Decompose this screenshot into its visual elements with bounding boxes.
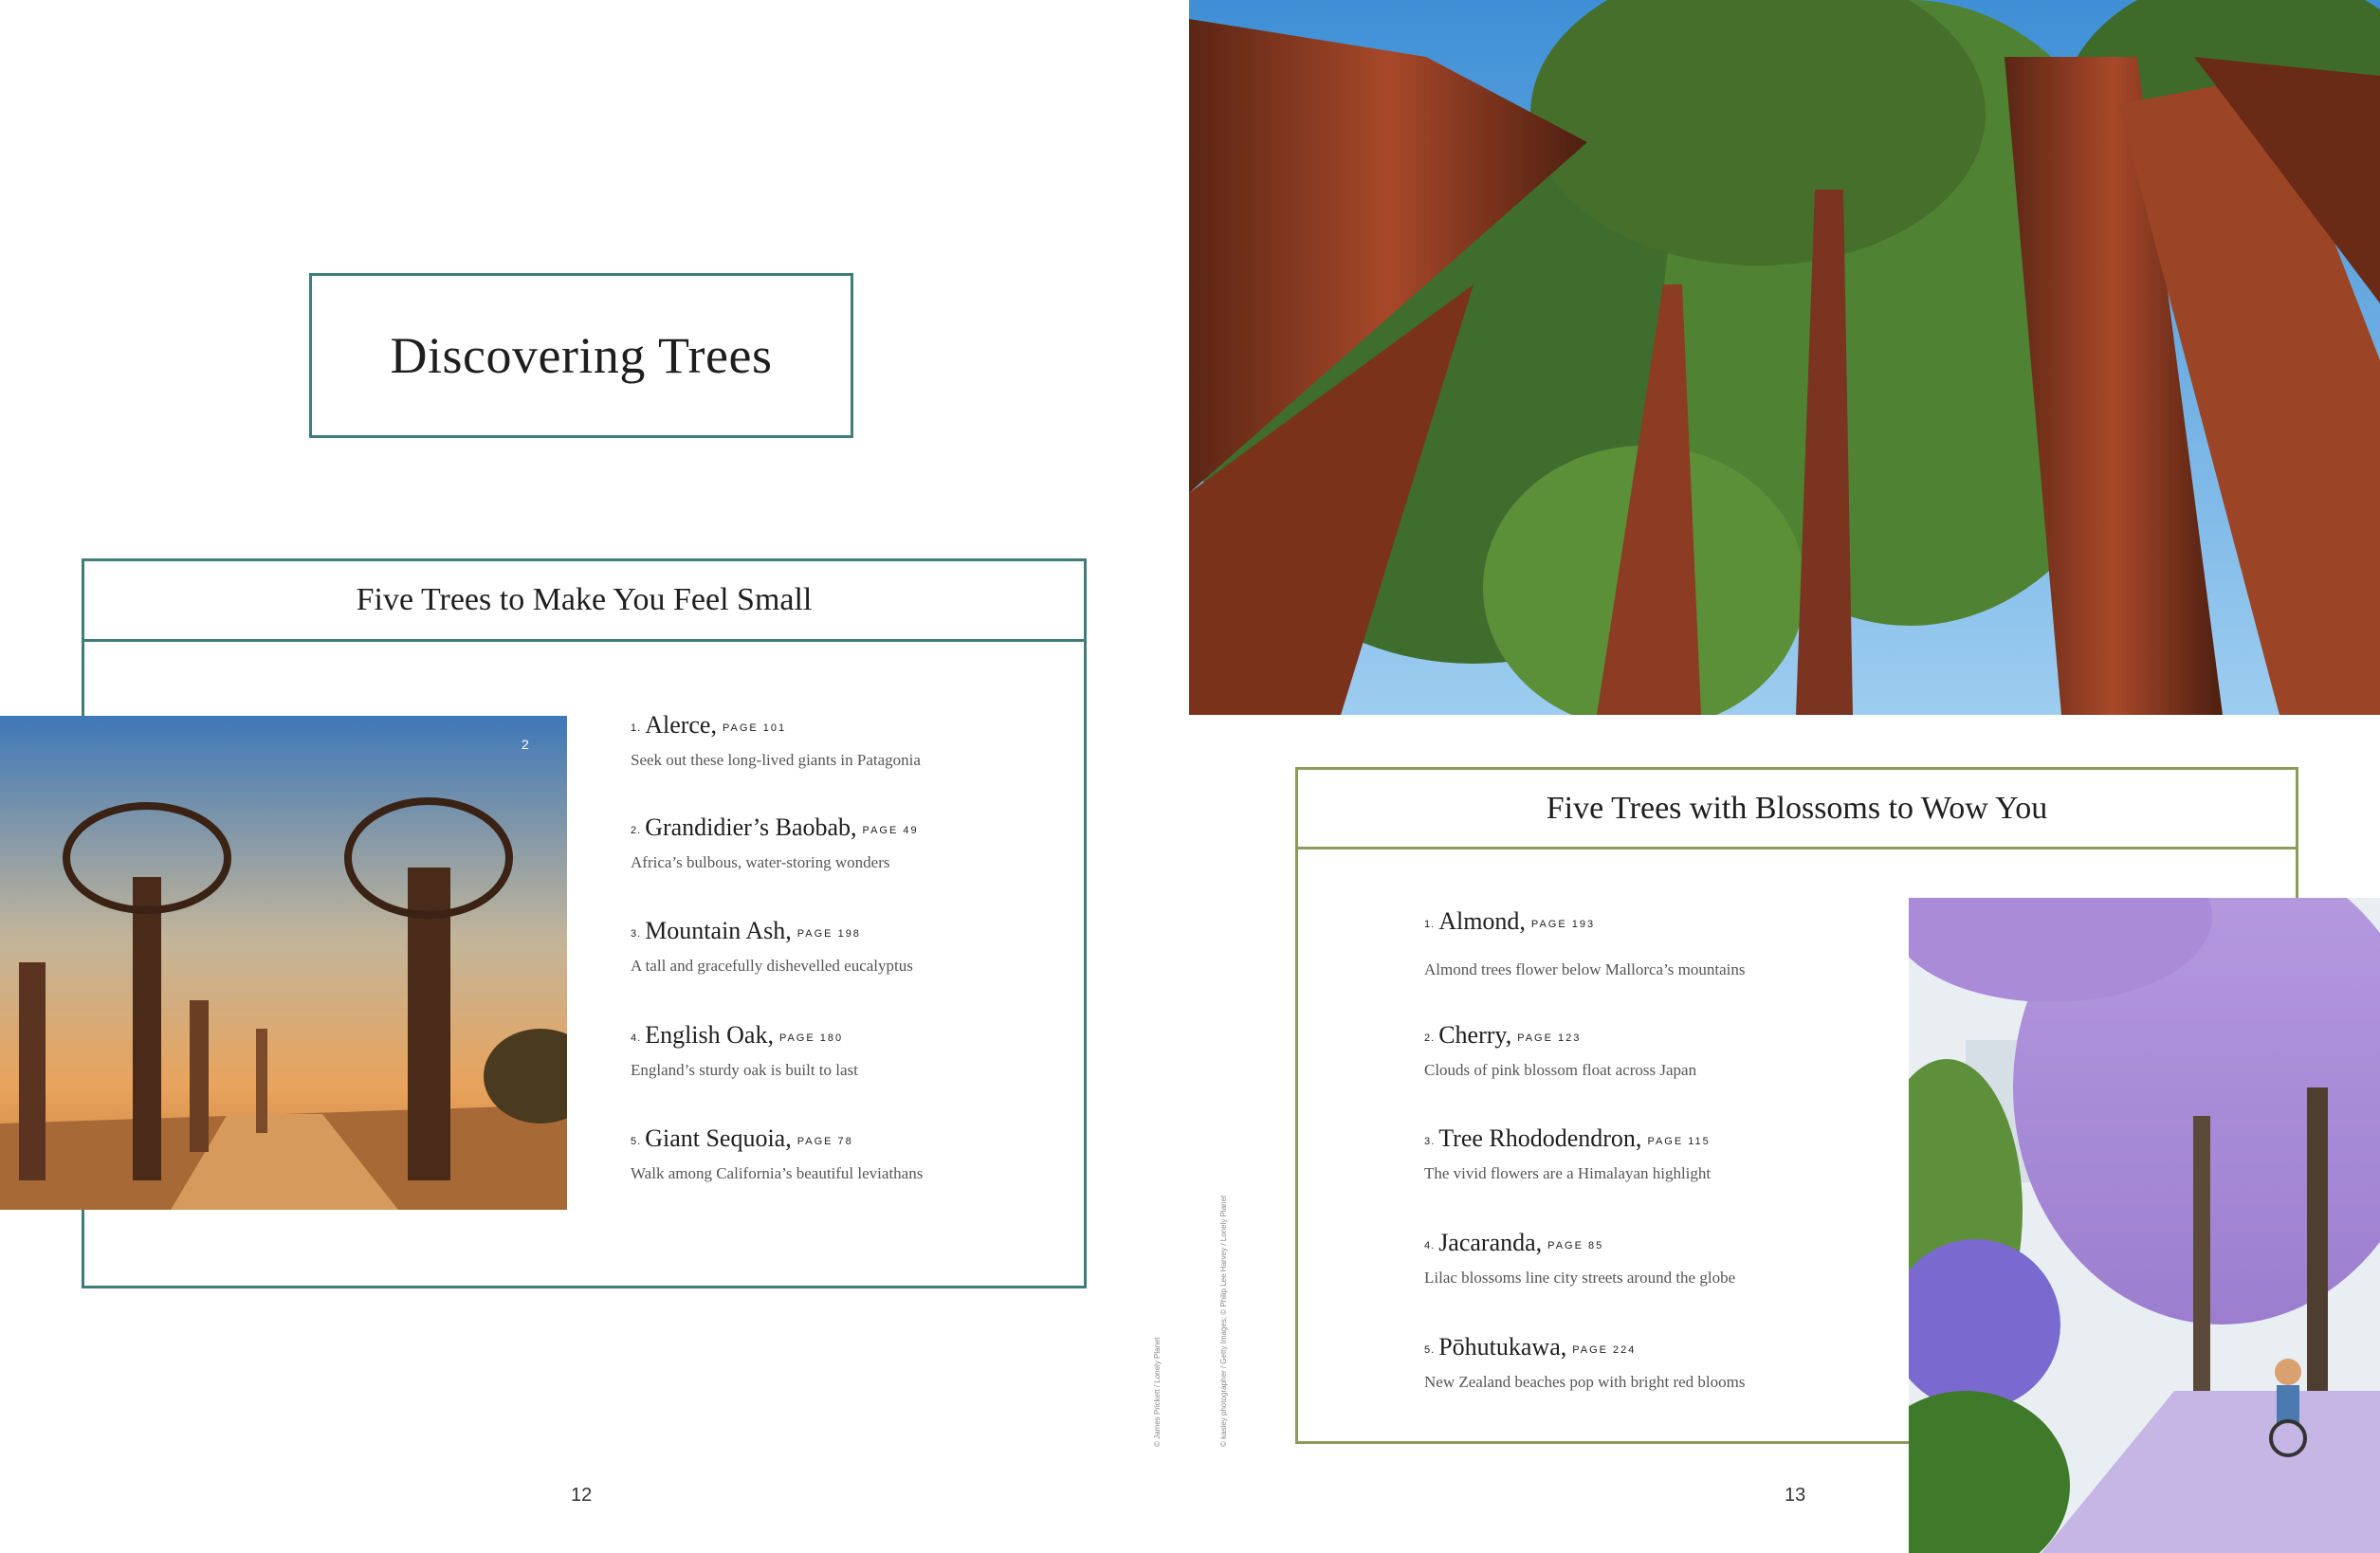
item-description: Seek out these long-lived giants in Patagonia — [631, 751, 921, 769]
item-description: Lilac blossoms line city streets around the globe — [1424, 1269, 1736, 1287]
item-number: 1. — [1424, 919, 1436, 930]
page-number-left: 12 — [571, 1485, 593, 1506]
left-list-heading: Five Trees to Make You Feel Small — [84, 561, 1084, 642]
item-number: 5. — [1424, 1344, 1436, 1356]
item-page: PAGE 78 — [796, 1136, 853, 1147]
item-description: New Zealand beaches pop with bright red blooms — [1424, 1373, 1746, 1391]
redwood-forest-photo — [1189, 0, 2380, 715]
item-page: PAGE 115 — [1647, 1136, 1711, 1147]
item-number: 4. — [1424, 1240, 1436, 1252]
item-name: English Oak, — [645, 1021, 774, 1049]
page-number-right: 13 — [1785, 1485, 1806, 1506]
item-name: Grandidier’s Baobab, — [645, 813, 857, 841]
item-description: England’s sturdy oak is built to last — [631, 1061, 858, 1079]
baobab-photo — [0, 716, 567, 1210]
item-number: 4. — [631, 1032, 642, 1044]
item-name: Alerce, — [645, 711, 717, 739]
item-name: Almond, — [1438, 907, 1526, 935]
spread-title: Discovering Trees — [390, 327, 773, 384]
jacaranda-photo — [1909, 898, 2380, 1553]
item-description: Walk among California’s beautiful leviathans — [631, 1164, 924, 1182]
item-page: PAGE 49 — [862, 825, 919, 836]
item-description: Africa’s bulbous, water-storing wonders — [631, 853, 890, 871]
list-item — [631, 1021, 858, 1080]
item-number: 3. — [1424, 1136, 1436, 1147]
list-item — [1424, 1333, 1746, 1392]
item-name: Cherry, — [1438, 1021, 1512, 1049]
item-number: 2. — [631, 825, 642, 836]
list-item — [631, 1124, 923, 1183]
item-name: Pōhutukawa, — [1438, 1333, 1567, 1361]
item-description: Almond trees flower below Mallorca’s mountains — [1424, 960, 1746, 978]
list-item — [631, 711, 921, 770]
list-item — [1424, 1021, 1696, 1080]
item-description: Clouds of pink blossom float across Japan — [1424, 1061, 1697, 1079]
list-item — [631, 813, 919, 872]
item-page: PAGE 193 — [1530, 919, 1596, 930]
list-item — [1424, 907, 1746, 979]
item-page: PAGE 198 — [796, 928, 861, 940]
item-page: PAGE 85 — [1547, 1240, 1604, 1252]
item-number: 5. — [631, 1136, 642, 1147]
list-item — [631, 917, 913, 976]
item-number: 3. — [631, 928, 642, 940]
item-name: Giant Sequoia, — [645, 1124, 792, 1152]
list-item — [1424, 1229, 1735, 1288]
spread-title-box — [309, 273, 853, 438]
item-name: Tree Rhododendron, — [1438, 1124, 1642, 1152]
item-description: A tall and gracefully dishevelled eucalyptus — [631, 957, 913, 975]
photo-credit: © James Prickett / Lonely Planet — [1153, 1337, 1162, 1447]
item-number: 2. — [1424, 1032, 1436, 1044]
item-page: PAGE 123 — [1517, 1032, 1582, 1044]
item-name: Jacaranda, — [1438, 1229, 1543, 1256]
list-item — [1424, 1124, 1711, 1183]
item-page: PAGE 101 — [722, 722, 787, 734]
photo-badge: 2 — [522, 737, 529, 752]
item-number: 1. — [631, 722, 642, 734]
right-list-heading: Five Trees with Blossoms to Wow You — [1298, 770, 2296, 850]
photo-credit: © kasley photographer / Getty Images; © Philip Lee Harvey / Lonely Planet — [1219, 1195, 1228, 1447]
item-page: PAGE 180 — [778, 1032, 844, 1044]
item-page: PAGE 224 — [1572, 1344, 1637, 1356]
item-description: The vivid flowers are a Himalayan highlight — [1424, 1164, 1712, 1182]
item-name: Mountain Ash, — [645, 917, 792, 944]
